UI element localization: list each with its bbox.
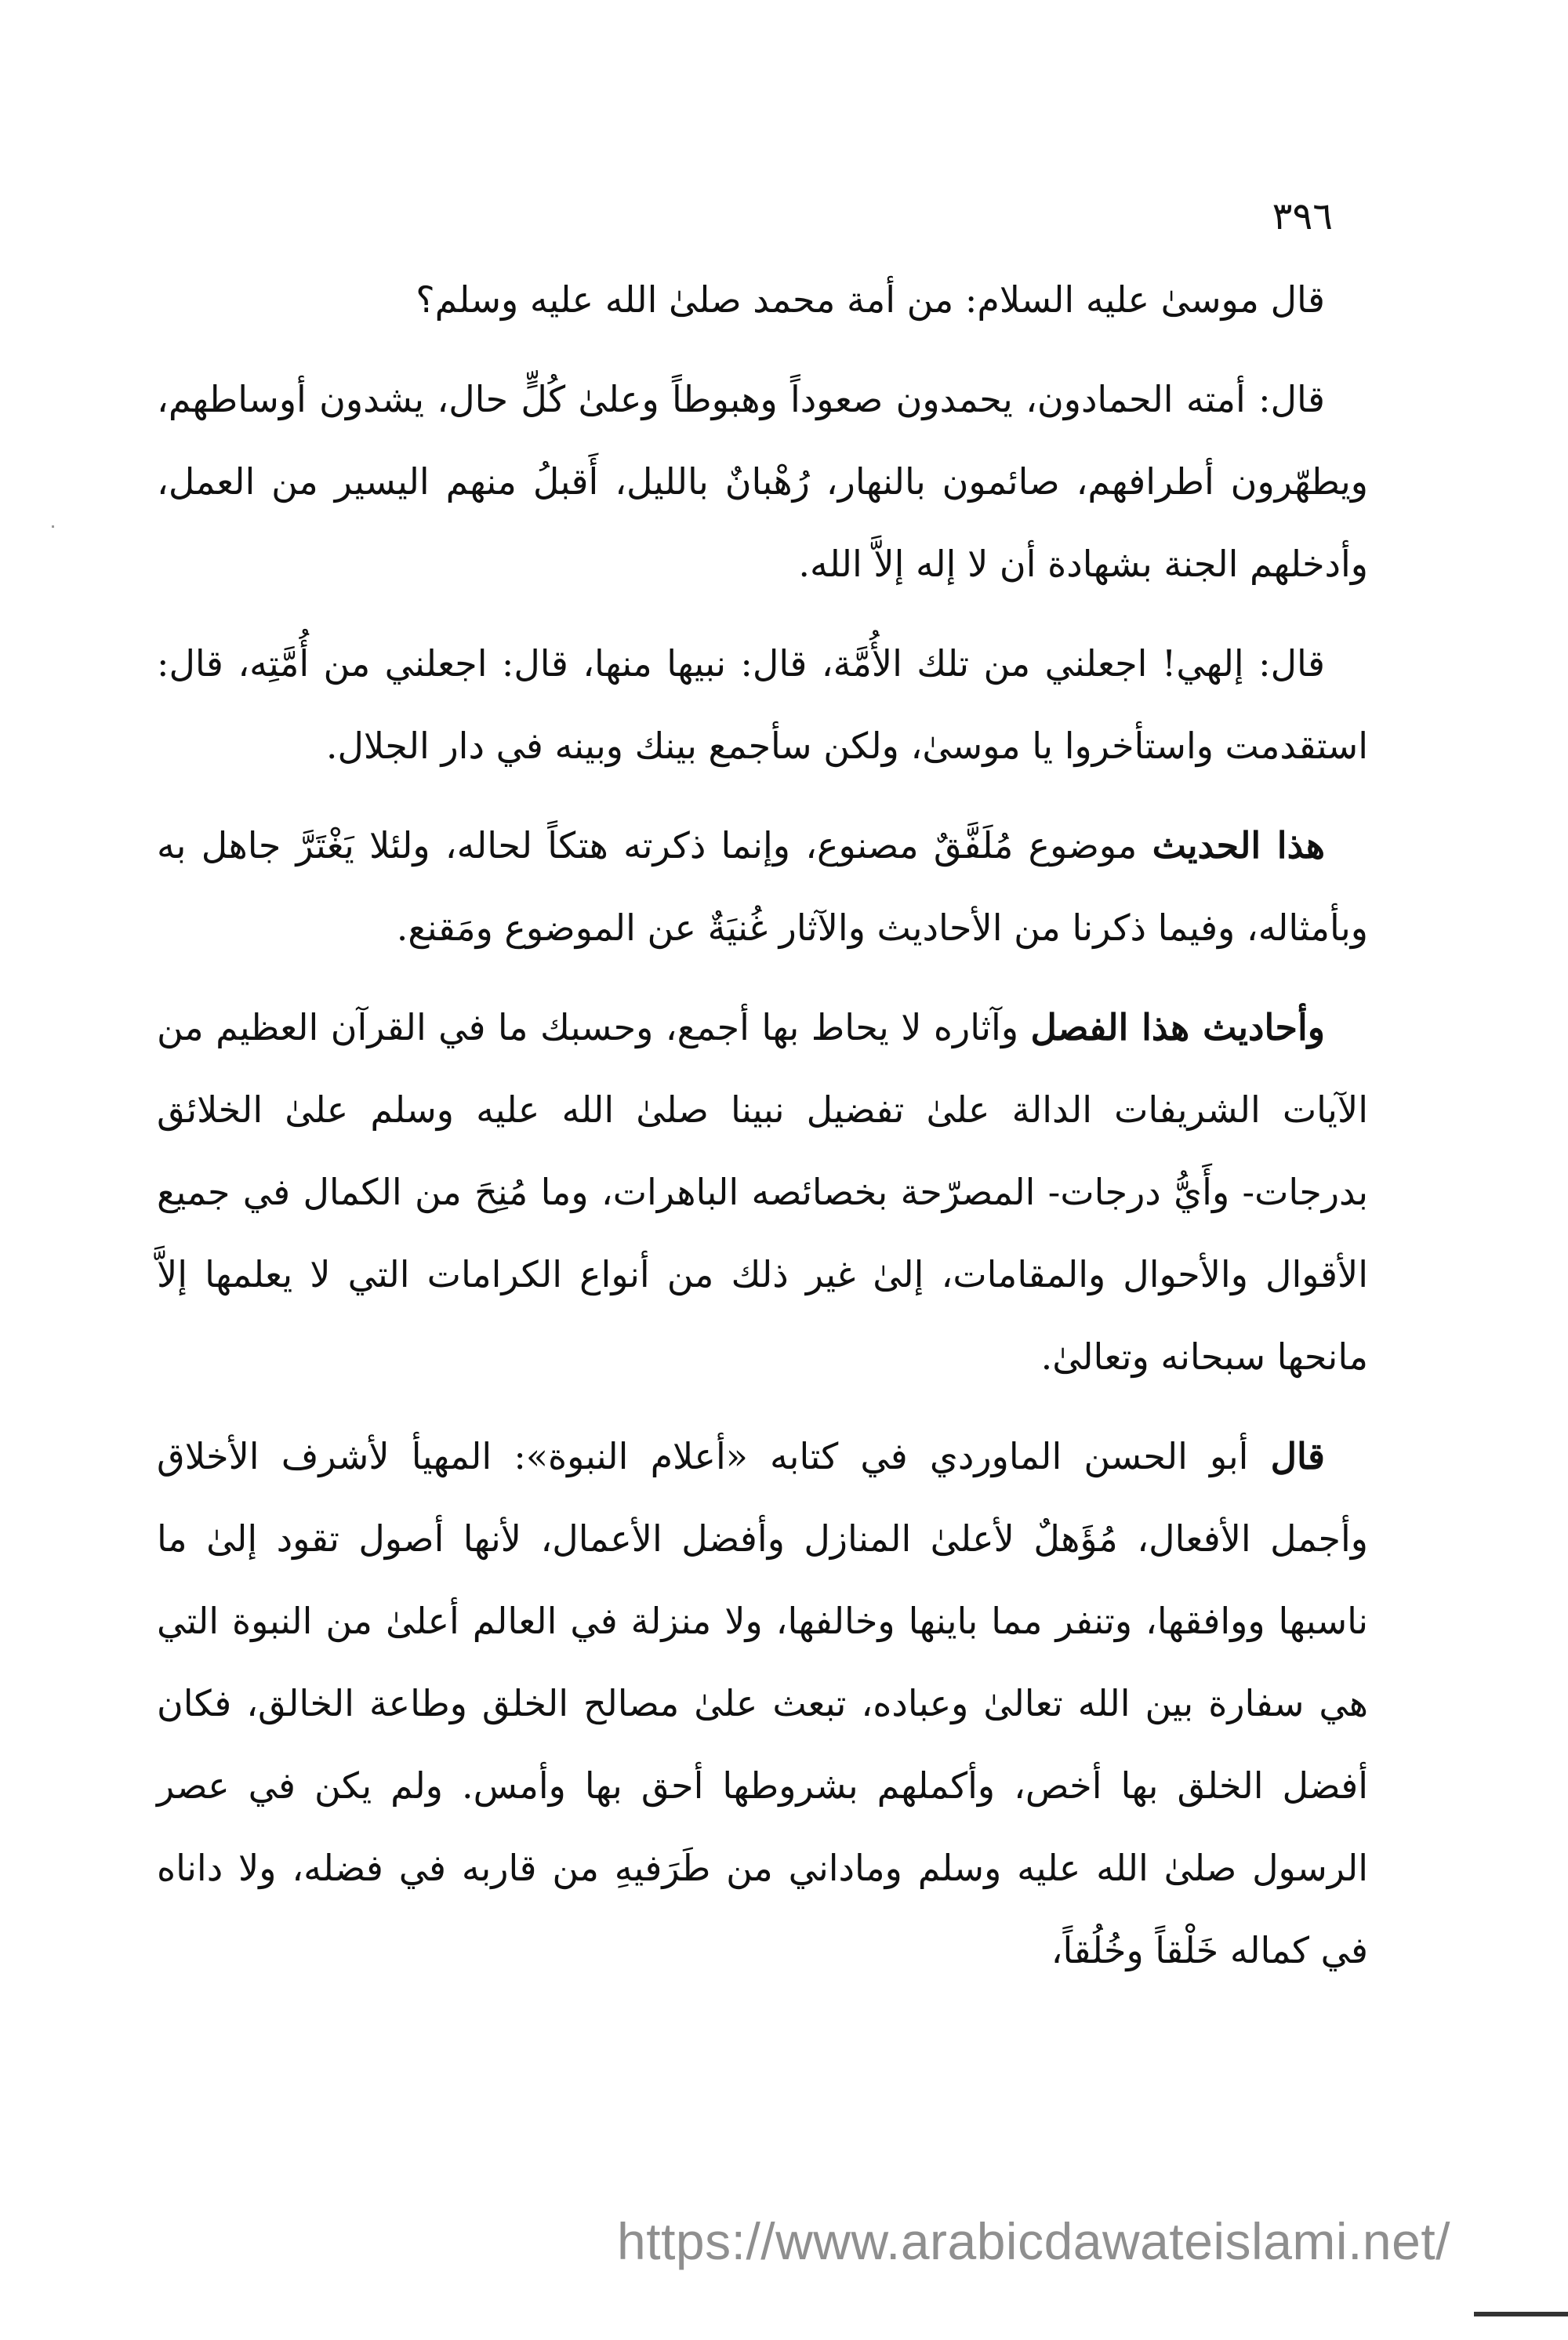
paragraph-4 bbox=[157, 805, 1368, 969]
paragraph-3 bbox=[157, 623, 1368, 787]
page-number: ٣٩٦ bbox=[1272, 194, 1333, 238]
paragraph-2 bbox=[157, 358, 1368, 605]
main-text bbox=[157, 259, 1368, 2009]
paragraph-body: قال: أمته الحمادون، يحمدون صعوداً وهبوطاً وعلىٰ كُلٍّ حال، يشدون أوساطهم، ويطهّرون أطرافهم، صائمون بالنهار، رُهْبانٌ بالليل، أَقبلُ منهم اليسير من العمل، وأدخلهم الجنة بشهادة أن لا إله إلاَّ الله. bbox=[157, 378, 1368, 585]
margin-mark bbox=[52, 525, 54, 528]
scan-edge-rule bbox=[1474, 2312, 1568, 2316]
paragraph-body: قال: إلهي! اجعلني من تلك الأُمَّة، قال: نبيها منها، قال: اجعلني من أُمَّتِه، قال: استقدمت واستأخروا يا موسىٰ، ولكن سأجمع بينك وبينه في دار الجلال. bbox=[157, 642, 1368, 767]
paragraph-lead: وأحاديث هذا الفصل bbox=[1030, 1006, 1325, 1048]
paragraph-body: موضوع مُلَفَّقٌ مصنوع، وإنما ذكرته هتكاً لحاله، ولئلا يَغْتَرَّ جاهل به وبأمثاله، وفيما ذكرنا من الأحاديث والآثار غُنيَةٌ عن الموضوع ومَقنع. bbox=[157, 824, 1368, 949]
paragraph-lead: هذا الحديث bbox=[1152, 824, 1325, 867]
paragraph-6 bbox=[157, 1415, 1368, 1992]
watermark-url: https://www.arabicdawateislami.net/ bbox=[617, 2212, 1450, 2270]
paragraph-body: وآثاره لا يحاط بها أجمع، وحسبك ما في القرآن العظيم من الآيات الشريفات الدالة علىٰ تفضيل نبينا صلىٰ الله عليه وسلم علىٰ الخلائق بدرجات- وأَيُّ درجات- المصرّحة بخصائصه الباهرات، وما مُنِحَ من الكمال في جميع الأقوال والأحوال والمقامات، إلىٰ غير ذلك من أنواع الكرامات التي لا يعلمها إلاَّ مانحها سبحانه وتعالىٰ. bbox=[157, 1006, 1368, 1378]
paragraph-lead: قال bbox=[1270, 1435, 1325, 1477]
paragraph-body: قال موسىٰ عليه السلام: من أمة محمد صلىٰ الله عليه وسلم؟ bbox=[416, 278, 1325, 321]
paragraph-1 bbox=[157, 259, 1368, 341]
paragraph-5 bbox=[157, 987, 1368, 1398]
paragraph-body: أبو الحسن الماوردي في كتابه «أعلام النبوة»: المهيأ لأشرف الأخلاق وأجمل الأفعال، مُؤَهلٌ لأعلىٰ المنازل وأفضل الأعمال، لأنها أصول تقود إلىٰ ما ناسبها ووافقها، وتنفر مما باينها وخالفها، ولا منزلة في العالم أعلىٰ من النبوة التي هي سفارة بين الله تعالىٰ وعباده، تبعث علىٰ مصالح الخلق وطاعة الخالق، فكان أفضل الخلق بها أخص، وأكملهم بشروطها أحق بها وأمس. ولم يكن في عصر الرسول صلىٰ الله عليه وسلم وماداني من طَرَفيهِ من قاربه في فضله، ولا داناه في كماله خَلْقاً وخُلُقاً، bbox=[157, 1435, 1368, 1971]
